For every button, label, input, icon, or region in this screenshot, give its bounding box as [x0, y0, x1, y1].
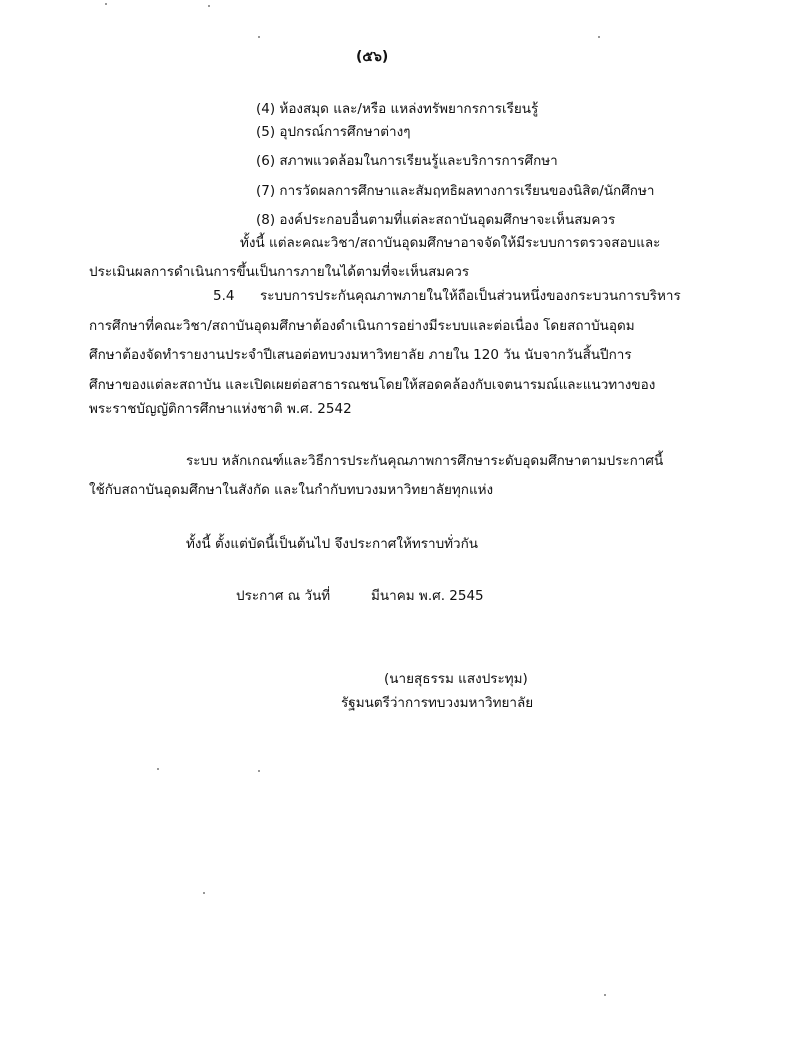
paragraph-line: การศึกษาที่คณะวิชา/สถาบันอุดมศึกษาต้องดำเนินการอย่างมีระบบและต่อเนื่อง โดยสถาบันอุดม: [89, 318, 635, 334]
scan-speck: [208, 5, 210, 7]
paragraph-line: ระบบการประกันคุณภาพภายในให้ถือเป็นส่วนหนึ่งของกระบวนการบริหาร: [260, 288, 681, 304]
scan-speck: [598, 36, 600, 38]
list-item: (4) ห้องสมุด และ/หรือ แหล่งทรัพยากรการเรียนรู้: [256, 101, 539, 117]
paragraph-line: ใช้กับสถาบันอุดมศึกษาในสังกัด และในกำกับทบวงมหาวิทยาลัยทุกแห่ง: [89, 482, 494, 498]
paragraph-line: ประเมินผลการดำเนินการขึ้นเป็นการภายในได้ตามที่จะเห็นสมควร: [89, 264, 470, 280]
paragraph-line: ศึกษาของแต่ละสถาบัน และเปิดเผยต่อสาธารณชนโดยให้สอดคล้องกับเจตนารมณ์และแนวทางของ: [89, 377, 656, 393]
section-number: 5.4: [213, 288, 235, 304]
signatory-title: รัฐมนตรีว่าการทบวงมหาวิทยาลัย: [341, 695, 534, 711]
scan-speck: [604, 994, 606, 996]
list-item: (5) อุปกรณ์การศึกษาต่างๆ: [256, 124, 411, 140]
paragraph-line: ทั้งนี้ แต่ละคณะวิชา/สถาบันอุดมศึกษาอาจจัดให้มีระบบการตรวจสอบและ: [240, 235, 661, 251]
paragraph-line: ระบบ หลักเกณฑ์และวิธีการประกันคุณภาพการศึกษาระดับอุดมศึกษาตามประกาศนี้: [186, 453, 664, 469]
effective-statement: ทั้งนี้ ตั้งแต่บัดนี้เป็นต้นไป จึงประกาศให้ทราบทั่วกัน: [186, 536, 479, 552]
announcement-date-month-year: มีนาคม พ.ศ. 2545: [371, 588, 484, 604]
scan-speck: [258, 36, 260, 38]
scan-speck: [203, 892, 205, 894]
announcement-date-prefix: ประกาศ ณ วันที่: [236, 588, 331, 604]
paragraph-line: ศึกษาต้องจัดทำรายงานประจำปีเสนอต่อทบวงมหาวิทยาลัย ภายใน 120 วัน นับจากวันสิ้นปีการ: [89, 347, 632, 363]
list-item: (8) องค์ประกอบอื่นตามที่แต่ละสถาบันอุดมศึกษาจะเห็นสมควร: [256, 212, 616, 228]
scan-speck: [157, 768, 159, 770]
signatory-name: (นายสุธรรม แสงประทุม): [384, 671, 528, 687]
scan-speck: [105, 3, 107, 5]
scan-speck: [258, 770, 260, 772]
list-item: (7) การวัดผลการศึกษาและสัมฤทธิผลทางการเรียนของนิสิต/นักศึกษา: [256, 183, 655, 199]
list-item: (6) สภาพแวดล้อมในการเรียนรู้และบริการการศึกษา: [256, 153, 558, 169]
page-number: (๕๖): [356, 49, 389, 65]
paragraph-line: พระราชบัญญัติการศึกษาแห่งชาติ พ.ศ. 2542: [89, 401, 352, 417]
